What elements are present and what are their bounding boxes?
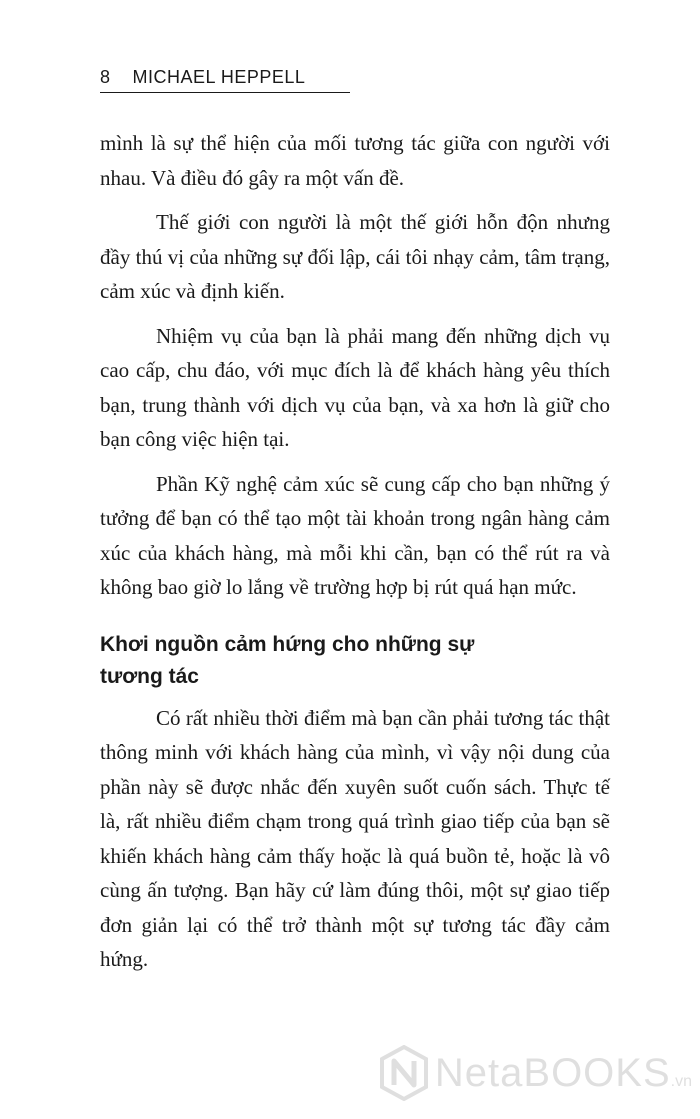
watermark-text xyxy=(435,1051,692,1096)
author-name: MICHAEL HEPPELL xyxy=(132,67,306,87)
paragraph: Thế giới con người là một thế giới hỗn độn nhưng đầy thú vị của những sự đối lập, cái tôi nhạy cảm, tâm trạng, cảm xúc và định kiến. xyxy=(100,210,610,303)
paragraph-continued: mình là sự thể hiện của mối tương tác giữa con người với nhau. Và điều đó gây ra một vấn đề. xyxy=(100,131,610,190)
page-body xyxy=(100,126,610,987)
paragraph: Có rất nhiều thời điểm mà bạn cần phải tương tác thật thông minh với khách hàng của mình, vì vậy nội dung của phần này sẽ được nhắc đến xuyên suốt cuốn sách. Thực tế là, rất nhiều điểm chạm trong quá trình giao tiếp của bạn sẽ khiến khách hàng cảm thấy hoặc là quá buồn tẻ, hoặc là vô cùng ấn tượng. Bạn hãy cứ làm đúng thôi, một sự giao tiếp đơn giản lại có thể trở thành một sự tương tác đầy cảm hứng. xyxy=(100,705,610,971)
netabooks-watermark xyxy=(379,1045,692,1101)
paragraph: Phần Kỹ nghệ cảm xúc sẽ cung cấp cho bạn những ý tưởng để bạn có thể tạo một tài khoản trong ngân hàng cảm xúc của khách hàng, mà mỗi khi cần, bạn có thể rút ra và không bao giờ lo lắng về trường hợp bị rút quá hạn mức. xyxy=(100,471,610,599)
section-heading: Khơi nguồn cảm hứng cho những sự tương tác xyxy=(100,632,475,688)
page-number: 8 xyxy=(100,67,111,87)
watermark-brand: NetaBOOKS xyxy=(434,1050,671,1095)
running-header xyxy=(100,66,350,93)
netabooks-logo-icon xyxy=(379,1045,429,1101)
paragraph: Nhiệm vụ của bạn là phải mang đến những dịch vụ cao cấp, chu đáo, với mục đích là để khách hàng yêu thích bạn, trung thành với dịch vụ của bạn, và xa hơn là giữ cho bạn công việc hiện tại. xyxy=(100,323,610,451)
watermark-suffix: .vn xyxy=(670,1072,692,1090)
